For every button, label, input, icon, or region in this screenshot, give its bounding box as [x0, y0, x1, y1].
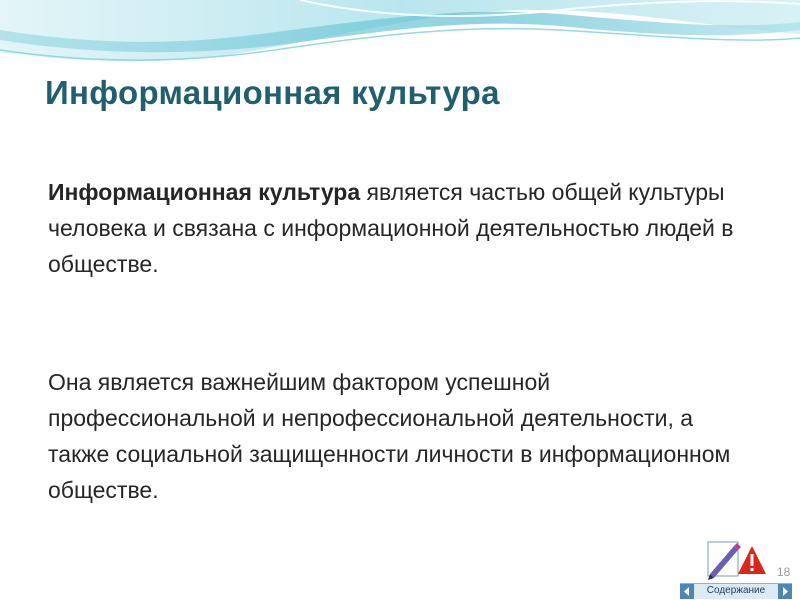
header-wave-decoration — [0, 0, 800, 80]
pen-and-warning-logo-icon — [704, 540, 768, 580]
paragraph-lead-term: Информационная культура — [48, 179, 361, 205]
previous-slide-button[interactable] — [680, 584, 694, 599]
slide-title: Информационная культура — [45, 74, 500, 111]
contents-link[interactable]: Содержание — [706, 585, 766, 596]
paragraph-importance: Она является важнейшим фактором успешной профессиональной и непрофессиональной деятельности, а также социальной защищенности личности в информационном обществе. — [48, 369, 731, 503]
navigation-bar — [680, 583, 792, 599]
arrow-right-icon — [778, 584, 792, 599]
next-slide-button[interactable] — [778, 584, 792, 599]
paragraph-definition — [48, 174, 738, 282]
paragraph-definition-text: является частью общей культуры человека и связана с информационной деятельностью людей в обществе. — [48, 179, 734, 277]
page-number: 18 — [777, 565, 791, 579]
arrow-left-icon — [680, 584, 694, 599]
